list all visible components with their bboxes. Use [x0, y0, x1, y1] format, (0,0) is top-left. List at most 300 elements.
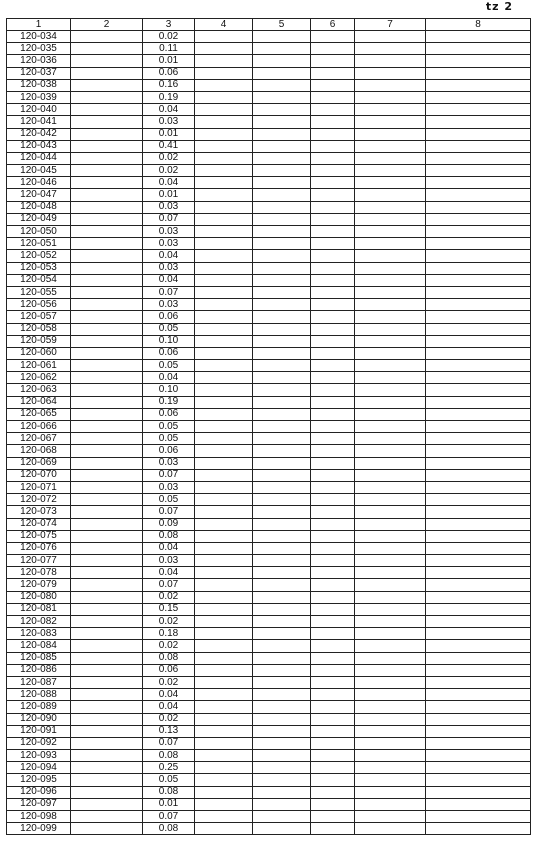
empty-cell: [71, 640, 143, 652]
empty-cell: [195, 201, 253, 213]
empty-cell: [71, 335, 143, 347]
column-header-3: 3: [143, 19, 195, 31]
empty-cell: [253, 165, 311, 177]
empty-cell: [311, 104, 355, 116]
empty-cell: [71, 628, 143, 640]
empty-cell: [195, 591, 253, 603]
item-code-cell: 120-072: [7, 494, 71, 506]
empty-cell: [195, 603, 253, 615]
empty-cell: [311, 372, 355, 384]
value-cell: 0.03: [143, 116, 195, 128]
item-code-cell: 120-062: [7, 372, 71, 384]
value-cell: 0.03: [143, 262, 195, 274]
empty-cell: [253, 372, 311, 384]
empty-cell: [253, 213, 311, 225]
empty-cell: [426, 762, 531, 774]
table-row: [7, 347, 531, 359]
empty-cell: [195, 689, 253, 701]
empty-cell: [355, 189, 426, 201]
item-code-cell: 120-067: [7, 433, 71, 445]
data-table: [6, 18, 531, 835]
empty-cell: [355, 762, 426, 774]
table-row: [7, 311, 531, 323]
empty-cell: [253, 603, 311, 615]
empty-cell: [426, 506, 531, 518]
empty-cell: [355, 469, 426, 481]
empty-cell: [195, 43, 253, 55]
value-cell: 0.07: [143, 469, 195, 481]
empty-cell: [355, 408, 426, 420]
empty-cell: [426, 408, 531, 420]
empty-cell: [195, 713, 253, 725]
empty-cell: [311, 177, 355, 189]
empty-cell: [311, 628, 355, 640]
empty-cell: [253, 591, 311, 603]
table-row: [7, 737, 531, 749]
empty-cell: [253, 762, 311, 774]
empty-cell: [253, 55, 311, 67]
empty-cell: [253, 311, 311, 323]
empty-cell: [71, 347, 143, 359]
empty-cell: [253, 323, 311, 335]
item-code-cell: 120-082: [7, 616, 71, 628]
empty-cell: [426, 567, 531, 579]
table-row: [7, 433, 531, 445]
table-row: [7, 201, 531, 213]
empty-cell: [355, 750, 426, 762]
empty-cell: [253, 116, 311, 128]
empty-cell: [253, 774, 311, 786]
item-code-cell: 120-034: [7, 31, 71, 43]
empty-cell: [355, 299, 426, 311]
empty-cell: [355, 823, 426, 835]
empty-cell: [195, 762, 253, 774]
empty-cell: [426, 725, 531, 737]
value-cell: 0.08: [143, 652, 195, 664]
table-row: [7, 79, 531, 91]
table-row: [7, 591, 531, 603]
empty-cell: [195, 811, 253, 823]
empty-cell: [311, 250, 355, 262]
value-cell: 0.13: [143, 725, 195, 737]
empty-cell: [355, 323, 426, 335]
empty-cell: [195, 421, 253, 433]
empty-cell: [426, 603, 531, 615]
empty-cell: [311, 128, 355, 140]
empty-cell: [311, 213, 355, 225]
empty-cell: [195, 104, 253, 116]
empty-cell: [426, 664, 531, 676]
value-cell: 0.07: [143, 506, 195, 518]
value-cell: 0.06: [143, 445, 195, 457]
value-cell: 0.05: [143, 323, 195, 335]
empty-cell: [253, 786, 311, 798]
item-code-cell: 120-055: [7, 286, 71, 298]
empty-cell: [71, 286, 143, 298]
empty-cell: [71, 689, 143, 701]
empty-cell: [355, 55, 426, 67]
table-row: [7, 335, 531, 347]
empty-cell: [71, 421, 143, 433]
item-code-cell: 120-096: [7, 786, 71, 798]
empty-cell: [71, 226, 143, 238]
empty-cell: [426, 421, 531, 433]
empty-cell: [311, 91, 355, 103]
table-row: [7, 628, 531, 640]
empty-cell: [355, 335, 426, 347]
empty-cell: [195, 213, 253, 225]
empty-cell: [311, 31, 355, 43]
empty-cell: [311, 152, 355, 164]
value-cell: 0.05: [143, 360, 195, 372]
empty-cell: [71, 811, 143, 823]
item-code-cell: 120-051: [7, 238, 71, 250]
empty-cell: [355, 31, 426, 43]
empty-cell: [195, 262, 253, 274]
empty-cell: [195, 518, 253, 530]
empty-cell: [71, 798, 143, 810]
item-code-cell: 120-044: [7, 152, 71, 164]
empty-cell: [426, 262, 531, 274]
value-cell: 0.02: [143, 152, 195, 164]
item-code-cell: 120-090: [7, 713, 71, 725]
item-code-cell: 120-064: [7, 396, 71, 408]
empty-cell: [311, 640, 355, 652]
empty-cell: [195, 189, 253, 201]
empty-cell: [426, 469, 531, 481]
value-cell: 0.10: [143, 384, 195, 396]
empty-cell: [311, 652, 355, 664]
empty-cell: [71, 603, 143, 615]
empty-cell: [195, 140, 253, 152]
empty-cell: [355, 616, 426, 628]
empty-cell: [426, 396, 531, 408]
empty-cell: [71, 481, 143, 493]
value-cell: 0.16: [143, 79, 195, 91]
empty-cell: [253, 140, 311, 152]
table-row: [7, 360, 531, 372]
empty-cell: [195, 616, 253, 628]
empty-cell: [355, 603, 426, 615]
value-cell: 0.02: [143, 591, 195, 603]
value-cell: 0.07: [143, 811, 195, 823]
empty-cell: [253, 628, 311, 640]
empty-cell: [355, 177, 426, 189]
empty-cell: [426, 274, 531, 286]
empty-cell: [253, 823, 311, 835]
empty-cell: [355, 360, 426, 372]
empty-cell: [253, 201, 311, 213]
table-row: [7, 579, 531, 591]
empty-cell: [71, 55, 143, 67]
empty-cell: [311, 518, 355, 530]
item-code-cell: 120-049: [7, 213, 71, 225]
table-row: [7, 567, 531, 579]
header-row: [7, 19, 531, 31]
empty-cell: [355, 481, 426, 493]
empty-cell: [195, 530, 253, 542]
empty-cell: [71, 774, 143, 786]
item-code-cell: 120-056: [7, 299, 71, 311]
item-code-cell: 120-076: [7, 542, 71, 554]
value-cell: 0.08: [143, 530, 195, 542]
table-row: [7, 250, 531, 262]
value-cell: 0.07: [143, 213, 195, 225]
empty-cell: [355, 165, 426, 177]
empty-cell: [253, 640, 311, 652]
item-code-cell: 120-077: [7, 555, 71, 567]
empty-cell: [311, 725, 355, 737]
empty-cell: [311, 384, 355, 396]
item-code-cell: 120-058: [7, 323, 71, 335]
empty-cell: [253, 725, 311, 737]
empty-cell: [71, 579, 143, 591]
empty-cell: [195, 152, 253, 164]
empty-cell: [311, 786, 355, 798]
empty-cell: [195, 725, 253, 737]
empty-cell: [426, 311, 531, 323]
empty-cell: [355, 67, 426, 79]
empty-cell: [355, 238, 426, 250]
empty-cell: [311, 823, 355, 835]
value-cell: 0.05: [143, 421, 195, 433]
page-mark: tz 2: [485, 0, 513, 13]
table-row: [7, 189, 531, 201]
table-row: [7, 518, 531, 530]
empty-cell: [253, 469, 311, 481]
table-row: [7, 165, 531, 177]
empty-cell: [426, 299, 531, 311]
empty-cell: [71, 750, 143, 762]
value-cell: 0.04: [143, 567, 195, 579]
value-cell: 0.19: [143, 396, 195, 408]
empty-cell: [355, 445, 426, 457]
empty-cell: [253, 701, 311, 713]
table-row: [7, 774, 531, 786]
table-row: [7, 323, 531, 335]
empty-cell: [426, 360, 531, 372]
empty-cell: [355, 384, 426, 396]
empty-cell: [355, 457, 426, 469]
empty-cell: [355, 628, 426, 640]
empty-cell: [426, 31, 531, 43]
empty-cell: [311, 579, 355, 591]
item-code-cell: 120-089: [7, 701, 71, 713]
value-cell: 0.02: [143, 31, 195, 43]
empty-cell: [195, 506, 253, 518]
empty-cell: [71, 457, 143, 469]
empty-cell: [355, 725, 426, 737]
table-row: [7, 128, 531, 140]
value-cell: 0.01: [143, 798, 195, 810]
table-row: [7, 689, 531, 701]
empty-cell: [311, 567, 355, 579]
column-header-4: 4: [195, 19, 253, 31]
empty-cell: [311, 55, 355, 67]
empty-cell: [426, 494, 531, 506]
empty-cell: [311, 798, 355, 810]
empty-cell: [311, 555, 355, 567]
value-cell: 0.07: [143, 737, 195, 749]
empty-cell: [355, 140, 426, 152]
value-cell: 0.04: [143, 701, 195, 713]
empty-cell: [355, 262, 426, 274]
empty-cell: [311, 469, 355, 481]
empty-cell: [253, 542, 311, 554]
empty-cell: [71, 616, 143, 628]
empty-cell: [426, 226, 531, 238]
table-row: [7, 384, 531, 396]
empty-cell: [195, 396, 253, 408]
empty-cell: [71, 311, 143, 323]
empty-cell: [355, 201, 426, 213]
empty-cell: [195, 335, 253, 347]
empty-cell: [426, 335, 531, 347]
item-code-cell: 120-080: [7, 591, 71, 603]
empty-cell: [71, 518, 143, 530]
empty-cell: [426, 823, 531, 835]
empty-cell: [426, 713, 531, 725]
empty-cell: [71, 555, 143, 567]
empty-cell: [71, 762, 143, 774]
empty-cell: [253, 737, 311, 749]
table-row: [7, 274, 531, 286]
value-cell: 0.25: [143, 762, 195, 774]
value-cell: 0.01: [143, 189, 195, 201]
empty-cell: [311, 347, 355, 359]
value-cell: 0.04: [143, 274, 195, 286]
empty-cell: [311, 603, 355, 615]
value-cell: 0.08: [143, 750, 195, 762]
empty-cell: [71, 201, 143, 213]
empty-cell: [311, 189, 355, 201]
empty-cell: [426, 384, 531, 396]
table-row: [7, 55, 531, 67]
empty-cell: [253, 360, 311, 372]
empty-cell: [195, 286, 253, 298]
empty-cell: [71, 238, 143, 250]
item-code-cell: 120-037: [7, 67, 71, 79]
value-cell: 0.03: [143, 238, 195, 250]
value-cell: 0.04: [143, 177, 195, 189]
empty-cell: [71, 494, 143, 506]
empty-cell: [195, 774, 253, 786]
table-row: [7, 762, 531, 774]
table-row: [7, 494, 531, 506]
table-row: [7, 91, 531, 103]
value-cell: 0.01: [143, 55, 195, 67]
empty-cell: [355, 43, 426, 55]
empty-cell: [426, 323, 531, 335]
empty-cell: [253, 445, 311, 457]
empty-cell: [426, 177, 531, 189]
empty-cell: [311, 811, 355, 823]
empty-cell: [195, 737, 253, 749]
empty-cell: [426, 774, 531, 786]
value-cell: 0.05: [143, 774, 195, 786]
table-row: [7, 701, 531, 713]
empty-cell: [311, 335, 355, 347]
empty-cell: [311, 750, 355, 762]
empty-cell: [71, 323, 143, 335]
empty-cell: [355, 579, 426, 591]
empty-cell: [195, 347, 253, 359]
empty-cell: [71, 506, 143, 518]
empty-cell: [311, 323, 355, 335]
item-code-cell: 120-060: [7, 347, 71, 359]
empty-cell: [426, 140, 531, 152]
empty-cell: [355, 274, 426, 286]
table-row: [7, 286, 531, 298]
value-cell: 0.03: [143, 226, 195, 238]
empty-cell: [195, 628, 253, 640]
empty-cell: [71, 177, 143, 189]
empty-cell: [311, 591, 355, 603]
empty-cell: [355, 213, 426, 225]
empty-cell: [253, 567, 311, 579]
table-row: [7, 421, 531, 433]
empty-cell: [426, 152, 531, 164]
item-code-cell: 120-099: [7, 823, 71, 835]
empty-cell: [355, 786, 426, 798]
item-code-cell: 120-069: [7, 457, 71, 469]
empty-cell: [253, 494, 311, 506]
empty-cell: [355, 774, 426, 786]
empty-cell: [195, 701, 253, 713]
value-cell: 0.08: [143, 823, 195, 835]
empty-cell: [355, 226, 426, 238]
item-code-cell: 120-054: [7, 274, 71, 286]
empty-cell: [253, 347, 311, 359]
empty-cell: [195, 55, 253, 67]
empty-cell: [71, 189, 143, 201]
empty-cell: [311, 445, 355, 457]
item-code-cell: 120-040: [7, 104, 71, 116]
empty-cell: [311, 165, 355, 177]
table-row: [7, 408, 531, 420]
empty-cell: [71, 676, 143, 688]
empty-cell: [311, 43, 355, 55]
value-cell: 0.07: [143, 286, 195, 298]
empty-cell: [195, 79, 253, 91]
item-code-cell: 120-075: [7, 530, 71, 542]
item-code-cell: 120-052: [7, 250, 71, 262]
empty-cell: [311, 542, 355, 554]
empty-cell: [355, 701, 426, 713]
item-code-cell: 120-050: [7, 226, 71, 238]
empty-cell: [426, 481, 531, 493]
empty-cell: [311, 530, 355, 542]
empty-cell: [71, 701, 143, 713]
value-cell: 0.09: [143, 518, 195, 530]
table-row: [7, 31, 531, 43]
item-code-cell: 120-046: [7, 177, 71, 189]
empty-cell: [195, 494, 253, 506]
empty-cell: [71, 152, 143, 164]
empty-cell: [71, 469, 143, 481]
empty-cell: [71, 79, 143, 91]
empty-cell: [195, 676, 253, 688]
item-code-cell: 120-039: [7, 91, 71, 103]
empty-cell: [71, 43, 143, 55]
empty-cell: [355, 347, 426, 359]
value-cell: 0.04: [143, 104, 195, 116]
empty-cell: [195, 481, 253, 493]
table-row: [7, 798, 531, 810]
empty-cell: [195, 128, 253, 140]
item-code-cell: 120-036: [7, 55, 71, 67]
empty-cell: [426, 518, 531, 530]
